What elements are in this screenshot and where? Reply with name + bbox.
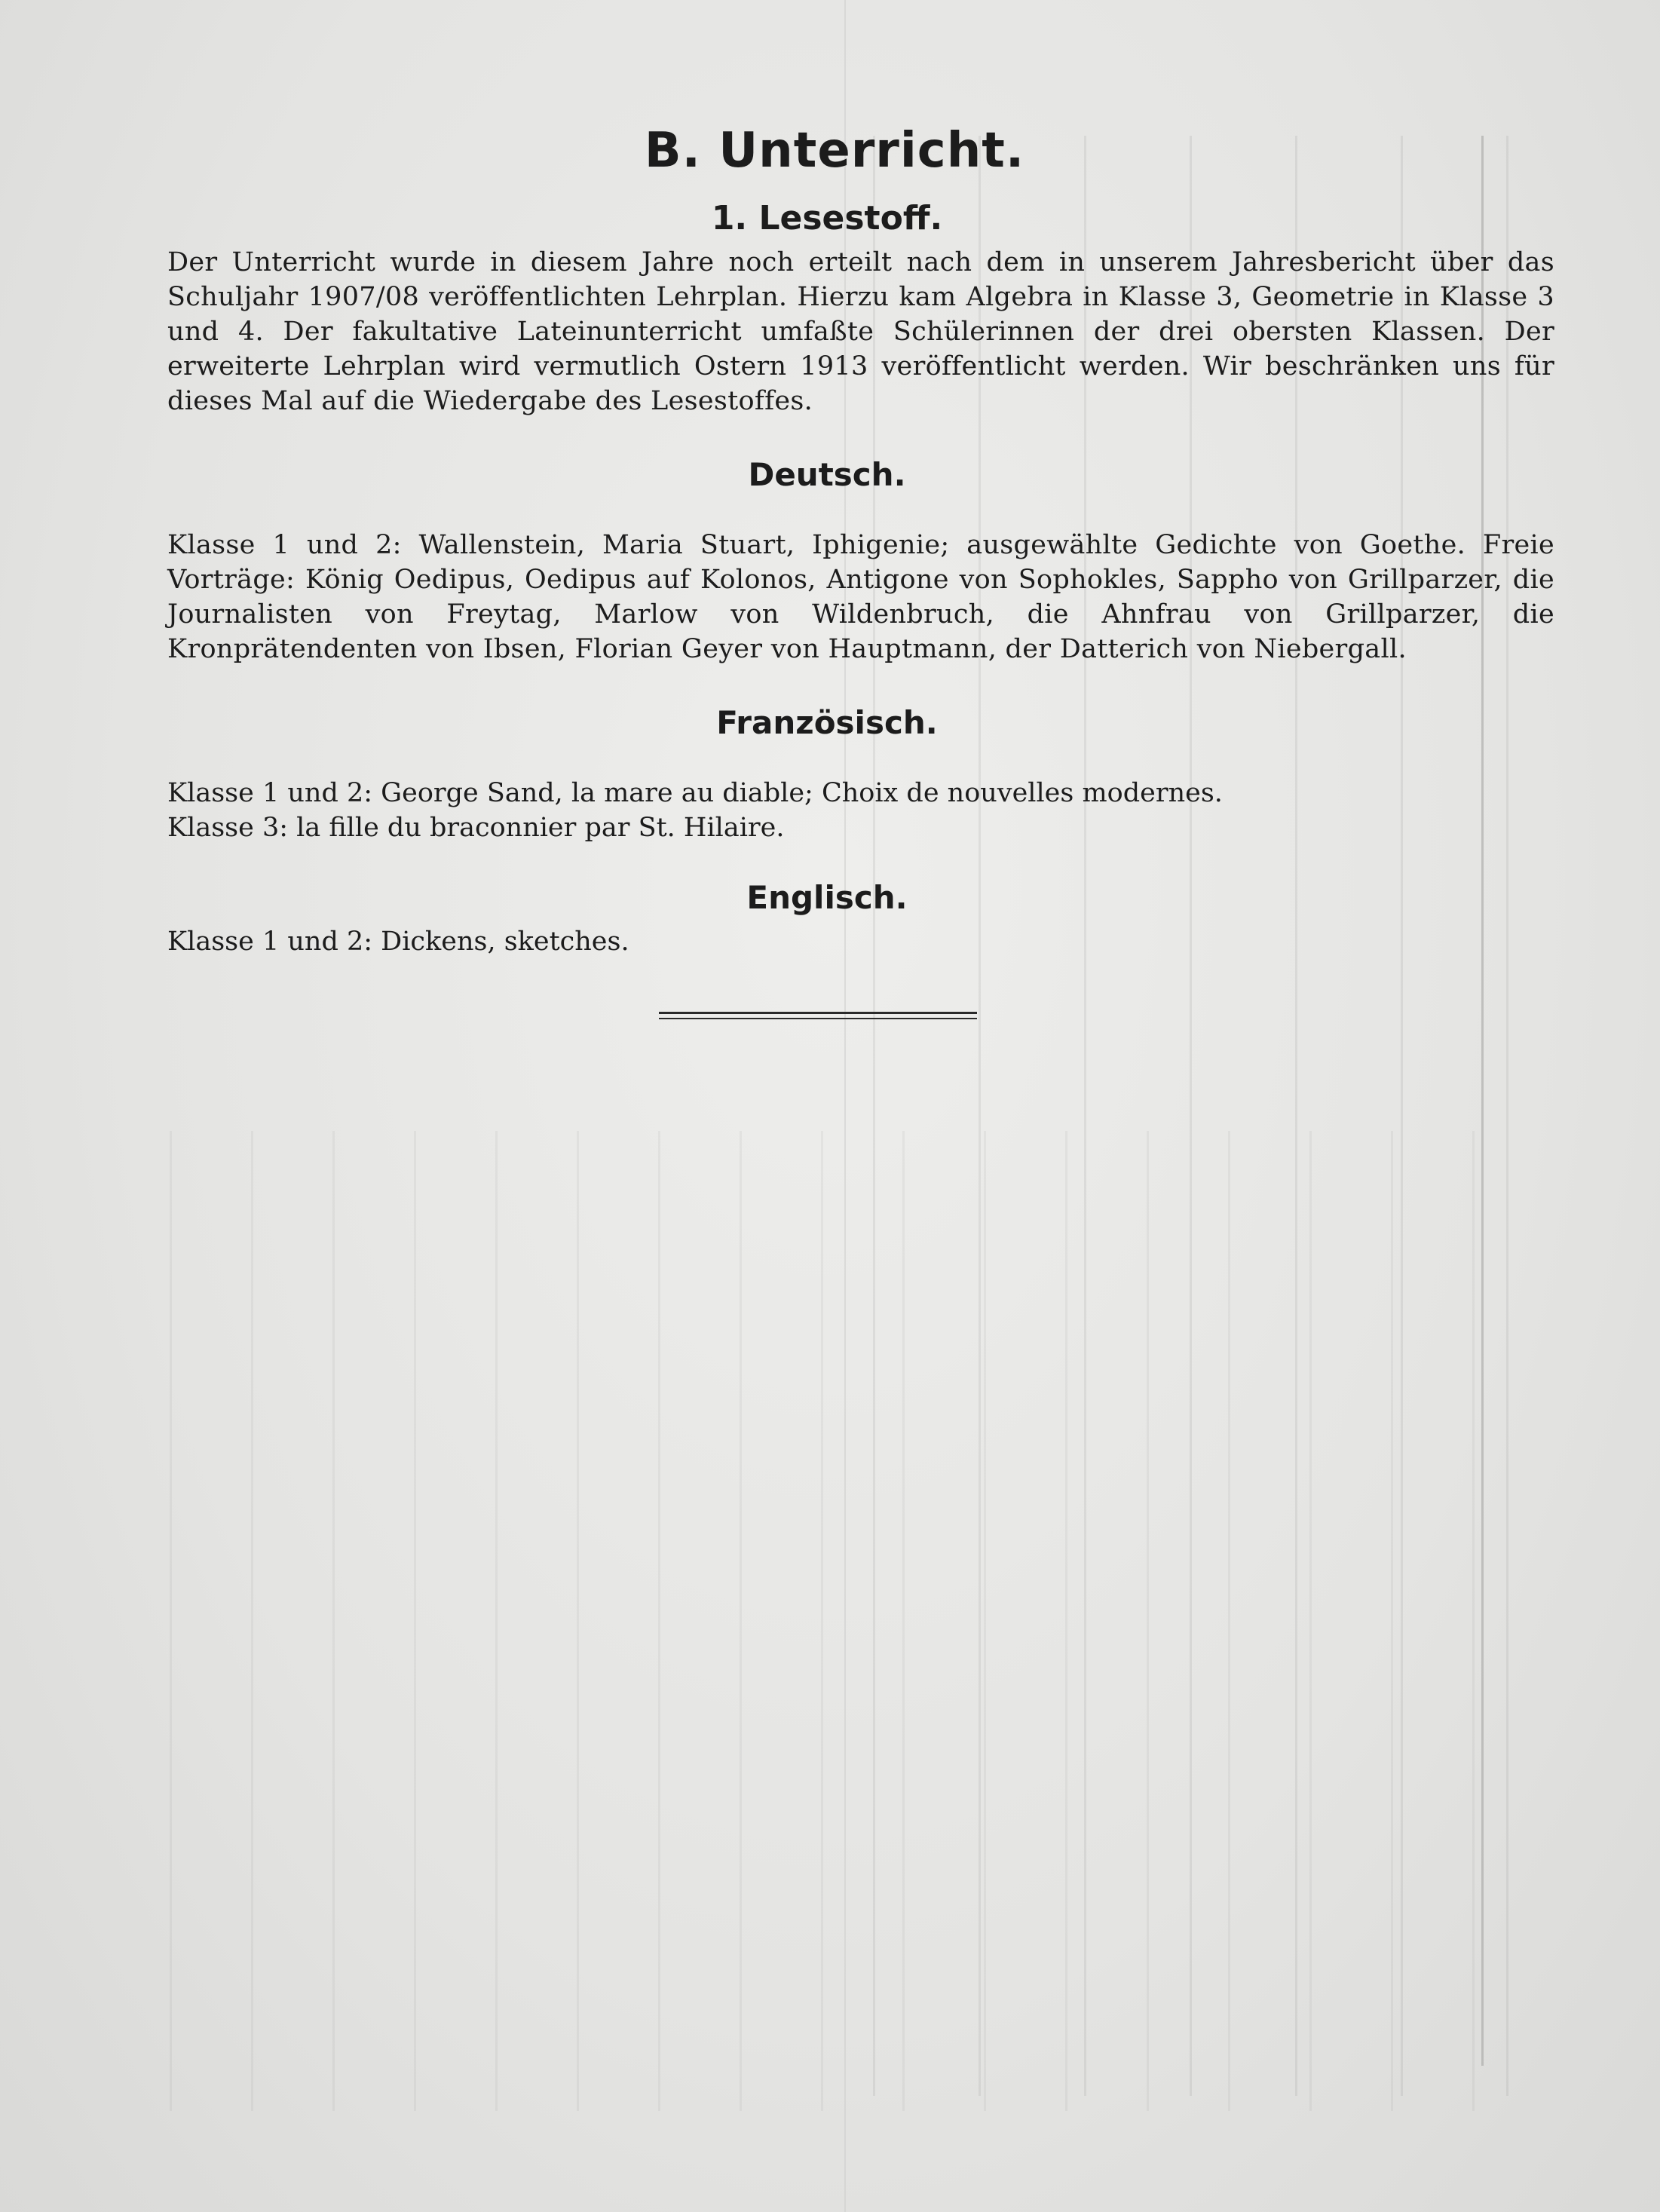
- franzoesisch-list: [167, 776, 1554, 845]
- deutsch-paragraph: Klasse 1 und 2: Wallenstein, Maria Stuart, Iphigenie; ausgewählte Gedichte von Goethe. Freie Vorträge: König Oedipus, Oedipus auf Kolonos, Antigone von Sophokles, Sappho von Grillparzer, die Journalisten von Freytag, Marlow von Wildenbruch, die Ahnfrau von Grillparzer, die Kronprätendenten von Ibsen, Florian Geyer von Hauptmann, der Datterich von Niebergall.: [167, 530, 1554, 664]
- show-through-texture-lower: [90, 1131, 1523, 2111]
- franzoesisch-heading: Französisch.: [716, 704, 938, 741]
- lesestoff-heading: 1. Lesestoff.: [711, 199, 943, 237]
- franzoesisch-line: Klasse 3: la fille du braconnier par St. Hilaire.: [167, 813, 785, 843]
- franzoesisch-line: Klasse 1 und 2: George Sand, la mare au diable; Choix de nouvelles modernes.: [167, 778, 1223, 808]
- section-end-rule: [659, 1012, 977, 1019]
- englisch-heading: Englisch.: [746, 879, 908, 916]
- englisch-line: Klasse 1 und 2: Dickens, sketches.: [167, 927, 629, 957]
- document-body: [167, 113, 1554, 1019]
- englisch-list: [167, 924, 1554, 959]
- lesestoff-paragraph: Der Unterricht wurde in diesem Jahre noch erteilt nach dem in unserem Jahresbericht über das Schuljahr 1907/08 veröffentlichten Lehrplan. Hierzu kam Algebra in Klasse 3, Geometrie in Klasse 3 und 4. Der fakultative Lateinunterricht umfaßte Schülerinnen der drei obersten Klassen. Der erweiterte Lehrplan wird vermutlich Ostern 1913 veröffentlicht werden. Wir beschränken uns für dieses Mal auf die Wiedergabe des Lesestoffes.: [167, 247, 1554, 416]
- document-title: B. Unterricht.: [644, 123, 1025, 179]
- deutsch-heading: Deutsch.: [748, 456, 906, 493]
